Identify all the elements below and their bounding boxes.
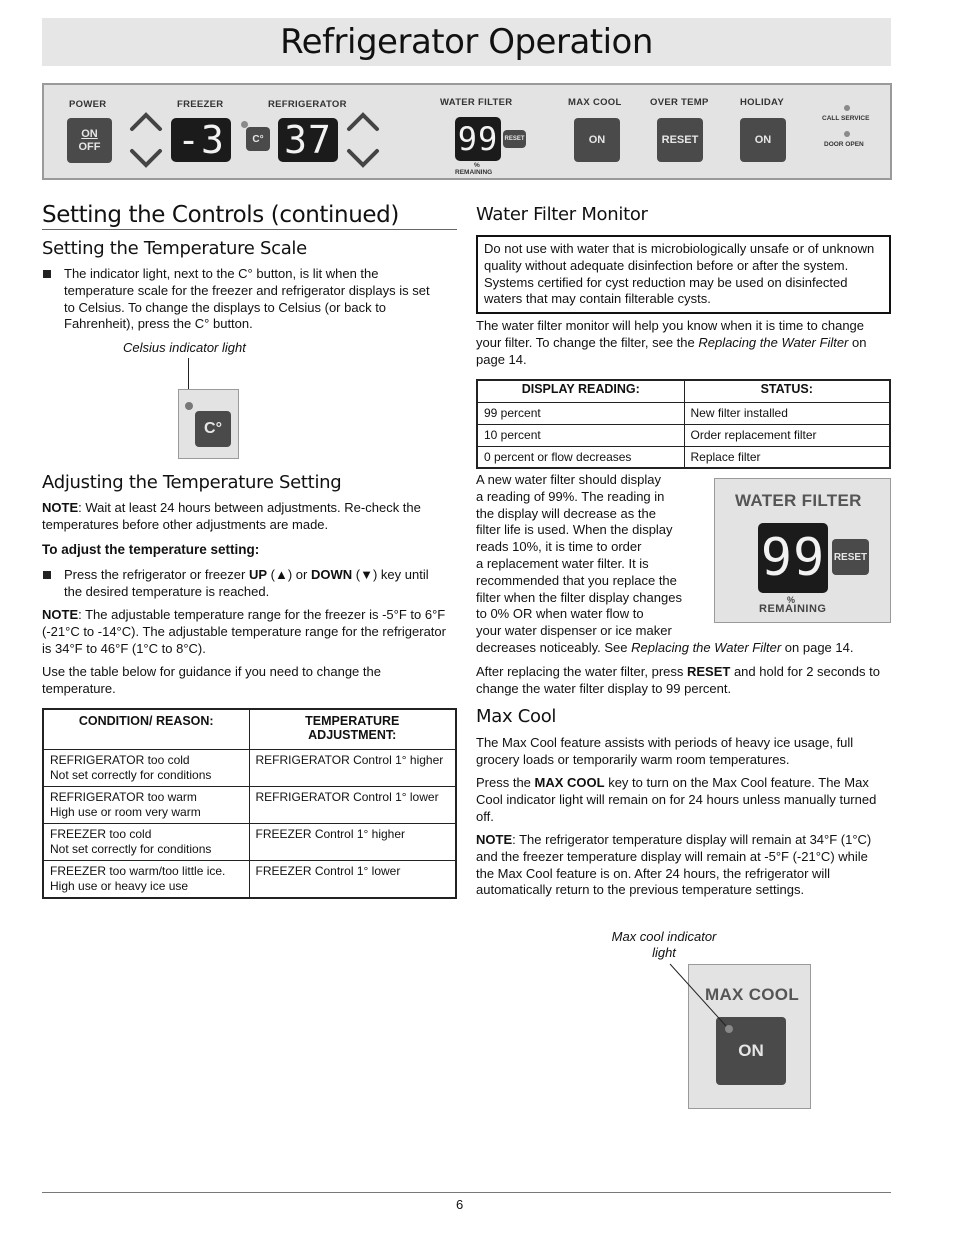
new-filter-tail: decreases noticeably. See Replacing the Water Filter on page 14.	[476, 640, 854, 655]
call-service-dot	[844, 105, 850, 111]
table-cell: FREEZER too cold Not set correctly for conditions	[43, 823, 249, 860]
note-1: NOTE: Wait at least 24 hours between adjustments. Re-check the temperatures before other adjustments are made.	[42, 500, 421, 532]
table-cell: 0 percent or flow decreases	[477, 446, 684, 468]
freezer-display: -3	[171, 118, 231, 162]
monitor-text: The water filter monitor will help you know when it is time to change your filter. To change the filter, see the Replacing the Water Filter on page 14.	[476, 318, 867, 367]
table-cell: FREEZER Control 1° lower	[249, 860, 456, 898]
table-row	[43, 860, 456, 898]
section-title: Setting the Controls (continued)	[42, 202, 399, 228]
max-cool-p2: Press the MAX COOL key to turn on the Max Cool feature. The Max Cool indicator light will remain on for 24 hours unless manually turned off.	[476, 775, 877, 824]
remaining-label: REMAINING	[455, 169, 493, 176]
mc-image-label: MAX COOL	[705, 985, 800, 1004]
warning-box: Do not use with water that is microbiologically unsafe or of unknown quality without adequate disinfection before or after the system. Systems certified for cyst reduction may be used on disinfected waters that may contain filterable cysts.	[476, 235, 891, 314]
celsius-button: C°	[195, 411, 231, 447]
table-row	[477, 424, 890, 446]
freezer-arrows-icon	[128, 109, 164, 171]
refrigerator-display: 37	[278, 118, 338, 162]
adjust-bullet-text: Press the refrigerator or freezer UP (▲) or DOWN (▼) key until the desired temperature is reached.	[64, 567, 429, 599]
page-number: 6	[456, 1197, 464, 1212]
wf-image-display: 99	[758, 523, 828, 593]
table-cell: FREEZER Control 1° higher	[249, 823, 456, 860]
power-off-text: OFF	[78, 140, 101, 153]
freezer-label: FREEZER	[177, 99, 224, 110]
table-cell: REFRIGERATOR too cold Not set correctly for conditions	[43, 749, 249, 786]
table-cell: 10 percent	[477, 424, 684, 446]
max-cool-p1: The Max Cool feature assists with periods of heavy ice usage, full grocery loads or temporarily warm room temperatures.	[476, 735, 854, 767]
door-open-dot	[844, 131, 850, 137]
max-cool-title: Max Cool	[476, 706, 557, 727]
refrigerator-label: REFRIGERATOR	[268, 99, 347, 110]
bullet-icon	[43, 270, 51, 278]
to-adjust-heading: To adjust the temperature setting:	[42, 542, 260, 557]
table-row	[477, 446, 890, 468]
table-cell: Replace filter	[684, 446, 890, 468]
water-filter-label: WATER FILTER	[440, 97, 513, 108]
footer-rule	[42, 1192, 891, 1193]
table-header: DISPLAY READING:	[477, 380, 684, 402]
table-header: STATUS:	[684, 380, 890, 402]
control-panel-illustration	[42, 83, 892, 180]
call-service-label: CALL SERVICE	[822, 115, 870, 122]
table-row	[43, 749, 456, 786]
over-temp-label: OVER TEMP	[650, 97, 709, 108]
table-row	[43, 823, 456, 860]
max-cool-button: ON	[574, 118, 620, 162]
water-filter-image	[714, 478, 891, 623]
status-table	[476, 379, 891, 469]
wf-image-reset: RESET	[832, 539, 869, 575]
note-3: NOTE: The refrigerator temperature display will remain at 34°F (1°C) and the freezer temperature display will remain at -5°F (-21°C) while the Max Cool feature is on. After 24 hours, the refrigerator will automatically return to the previous temperature settings.	[476, 832, 872, 898]
temp-scale-text: The indicator light, next to the C° button, is lit when the temperature scale for the freezer and refrigerator displays is set to Celsius. To change the displays to Celsius (or back to Fahrenheit), press the C° button.	[64, 266, 430, 332]
power-on-text: ON	[81, 128, 98, 141]
table-header: TEMPERATURE ADJUSTMENT:	[249, 709, 456, 749]
refrigerator-arrows-icon	[345, 109, 381, 171]
note-2: NOTE: The adjustable temperature range for the freezer is -5°F to 6°F (-21°C to -14°C). The adjustable temperature range for the refrigerator is 34°F to 46°F (1°C to 8°C).	[42, 607, 446, 656]
bullet-icon	[43, 571, 51, 579]
wf-image-percent: %	[787, 595, 796, 605]
temp-scale-title: Setting the Temperature Scale	[42, 238, 307, 259]
water-filter-reset-button: RESET	[503, 130, 526, 148]
table-row	[477, 402, 890, 424]
max-cool-caption: Max cool indicator light	[611, 929, 717, 960]
water-filter-title: Water Filter Monitor	[476, 204, 648, 225]
power-button	[67, 118, 112, 163]
wf-image-label: WATER FILTER	[735, 491, 862, 510]
table-cell: REFRIGERATOR Control 1° higher	[249, 749, 456, 786]
table-cell: 99 percent	[477, 402, 684, 424]
mc-image-button: ON	[716, 1017, 786, 1085]
table-cell: Order replacement filter	[684, 424, 890, 446]
over-temp-button: RESET	[657, 118, 703, 162]
holiday-button: ON	[740, 118, 786, 162]
after-replace-text: After replacing the water filter, press RESET and hold for 2 seconds to change the water filter display to 99 percent.	[476, 664, 880, 696]
celsius-indicator-light	[185, 402, 193, 410]
door-open-label: DOOR OPEN	[824, 141, 864, 148]
table-cell: FREEZER too warm/too little ice. High use or heavy ice use	[43, 860, 249, 898]
celsius-button-image	[178, 389, 239, 459]
section-title-rule	[42, 229, 457, 230]
wf-image-remaining: REMAINING	[759, 603, 827, 615]
water-filter-display: 99	[455, 117, 501, 161]
power-label: POWER	[69, 99, 107, 110]
table-cell: REFRIGERATOR too warm High use or room very warm	[43, 786, 249, 823]
holiday-label: HOLIDAY	[740, 97, 784, 108]
adjust-title: Adjusting the Temperature Setting	[42, 472, 342, 493]
max-cool-label: MAX COOL	[568, 97, 622, 108]
adjustment-table	[42, 708, 457, 899]
callout-line	[668, 962, 728, 1032]
page-title: Refrigerator Operation	[280, 22, 653, 62]
use-table-text: Use the table below for guidance if you need to change the temperature.	[42, 664, 381, 696]
celsius-caption: Celsius indicator light	[123, 340, 246, 355]
table-row	[43, 786, 456, 823]
table-header: CONDITION/ REASON:	[43, 709, 249, 749]
table-cell: REFRIGERATOR Control 1° lower	[249, 786, 456, 823]
title-bar	[42, 18, 891, 66]
new-filter-text: A new water filter should display a reading of 99%. The reading in the display will decrease as the filter life is used. When the display reads 10%, it is time to order a replacement water filter. It is recommended that you replace the filter when the filter display changes to 0% OR when water flow to your water dispenser or ice maker	[476, 472, 682, 639]
celsius-button: C°	[246, 127, 270, 151]
table-cell: New filter installed	[684, 402, 890, 424]
percent-sign: %	[474, 162, 480, 169]
